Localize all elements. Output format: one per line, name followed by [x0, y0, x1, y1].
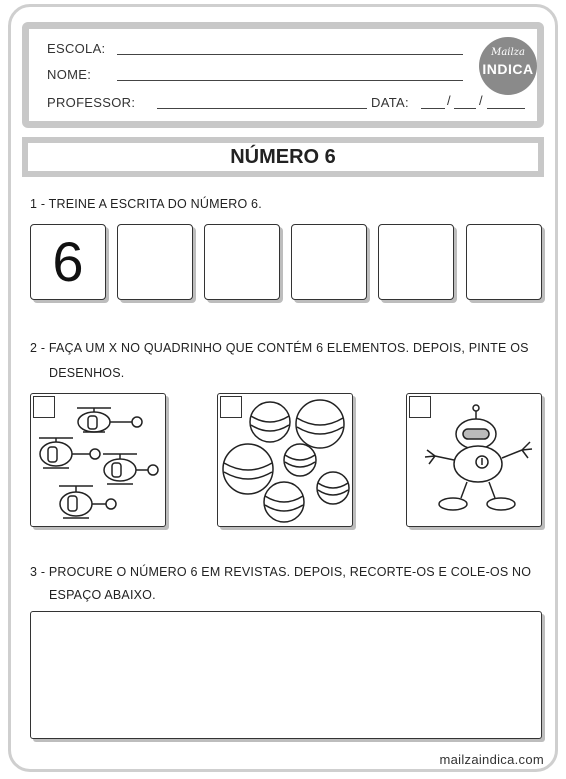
date-label: DATA: — [371, 95, 409, 110]
ball-icon — [296, 400, 344, 448]
teacher-label: PROFESSOR: — [47, 95, 136, 110]
robot-panel — [406, 393, 542, 527]
ball-icon — [223, 444, 273, 494]
task3-instruction-cont: ESPAÇO ABAIXO. — [49, 588, 156, 602]
writing-box[interactable] — [466, 224, 542, 300]
date-day-field[interactable] — [421, 108, 445, 109]
helicopter-icon — [103, 454, 158, 484]
task1-instruction: 1 - TREINE A ESCRITA DO NÚMERO 6. — [30, 197, 262, 211]
logo-bottom-text: INDICA — [482, 61, 534, 77]
writing-box[interactable] — [378, 224, 454, 300]
helicopter-icon — [77, 408, 142, 432]
answer-checkbox[interactable] — [220, 396, 242, 418]
date-separator: / — [479, 93, 483, 108]
task2-instruction-cont: DESENHOS. — [49, 366, 125, 380]
footer-url: mailzaindica.com — [439, 752, 544, 767]
answer-checkbox[interactable] — [33, 396, 55, 418]
name-field[interactable] — [117, 80, 463, 81]
task3-instruction: 3 - PROCURE O NÚMERO 6 EM REVISTAS. DEPOIS, RECORTE-OS E COLE-OS NO — [30, 565, 532, 579]
date-separator: / — [447, 93, 451, 108]
writing-box[interactable] — [204, 224, 280, 300]
robot-icon — [425, 405, 532, 510]
page-title: NÚMERO 6 — [22, 137, 544, 177]
helicopter-icon — [39, 438, 100, 468]
school-field[interactable] — [117, 54, 463, 55]
ball-icon — [264, 482, 304, 522]
helicopters-panel — [30, 393, 166, 527]
ball-icon — [250, 402, 290, 442]
answer-checkbox[interactable] — [409, 396, 431, 418]
teacher-field[interactable] — [157, 108, 367, 109]
example-digit: 6 — [52, 230, 84, 293]
writing-box[interactable] — [117, 224, 193, 300]
name-label: NOME: — [47, 67, 92, 82]
header-form — [22, 22, 544, 128]
task2-instruction: 2 - FAÇA UM X NO QUADRINHO QUE CONTÉM 6 ELEMENTOS. DEPOIS, PINTE OS — [30, 341, 529, 355]
ball-icon — [284, 444, 316, 476]
balls-panel — [217, 393, 353, 527]
helicopter-icon — [59, 486, 116, 518]
paste-area[interactable] — [30, 611, 542, 739]
writing-box[interactable] — [291, 224, 367, 300]
brand-logo — [479, 37, 537, 95]
school-label: ESCOLA: — [47, 41, 106, 56]
date-year-field[interactable] — [487, 108, 525, 109]
date-month-field[interactable] — [454, 108, 476, 109]
writing-box[interactable] — [30, 224, 106, 300]
logo-top-text: Mailza — [491, 47, 525, 58]
ball-icon — [317, 472, 349, 504]
